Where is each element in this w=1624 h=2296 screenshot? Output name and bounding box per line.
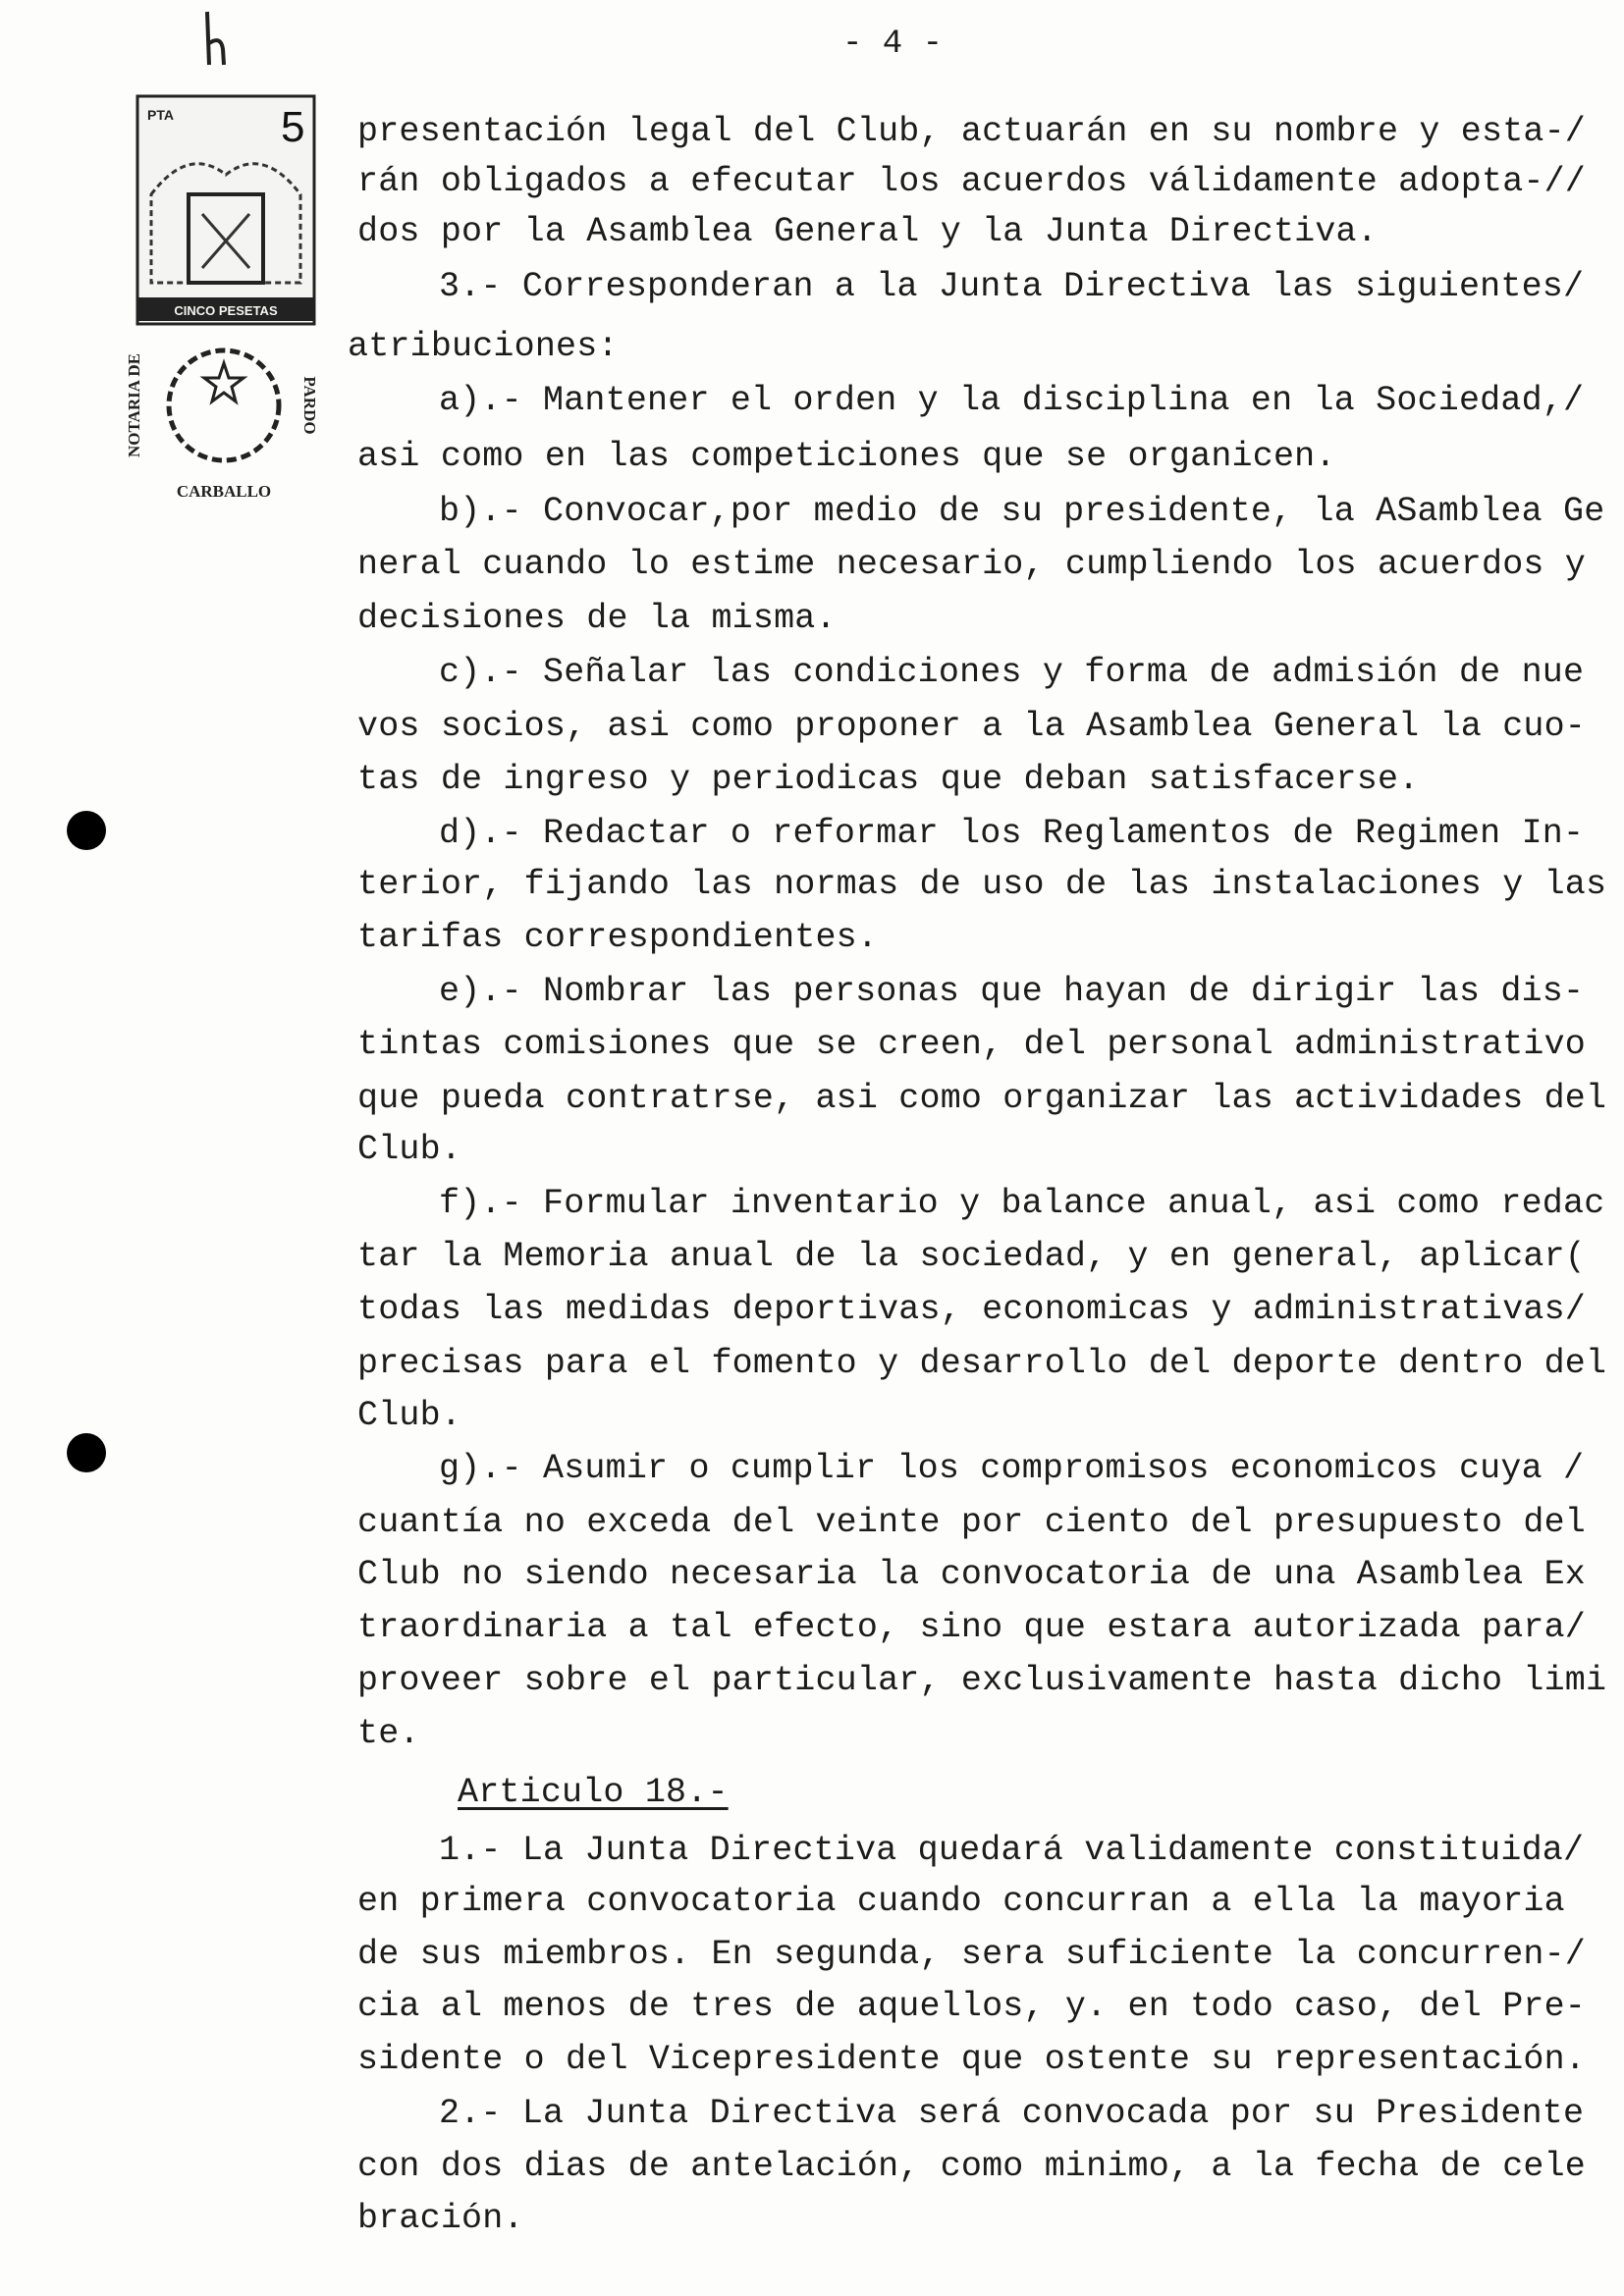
text-line: Club. (357, 1130, 462, 1169)
text-line: g).- Asumir o cumplir los compromisos economicos cuya / (439, 1449, 1585, 1488)
text-line: que pueda contratrse, asi como organizar las actividades del (357, 1079, 1607, 1118)
text-line: 1.- La Junta Directiva quedará validamente constituida/ (439, 1831, 1585, 1870)
text-line: tar la Memoria anual de la sociedad, y en general, aplicar( (357, 1237, 1587, 1276)
text-line: Club. (357, 1396, 462, 1435)
text-line: b).- Convocar,por medio de su presidente, la ASamblea Ge (439, 492, 1605, 531)
text-line: todas las medidas deportivas, economicas y administrativas/ (357, 1290, 1587, 1329)
svg-text:CINCO PESETAS: CINCO PESETAS (174, 303, 278, 318)
svg-text:NOTARIA DE: NOTARIA DE (125, 353, 143, 457)
text-line: bración. (357, 2199, 524, 2238)
text-line: tintas comisiones que se creen, del personal administrativo (357, 1025, 1587, 1064)
text-line: f).- Formular inventario y balance anual, asi como redac (439, 1184, 1605, 1223)
text-line: neral cuando lo estime necesario, cumpliendo los acuerdos y (357, 545, 1587, 584)
text-line: cia al menos de tres de aquellos, y. en todo caso, del Pre- (357, 1987, 1587, 2026)
text-line: e).- Nombrar las personas que hayan de dirigir las dis- (439, 972, 1585, 1011)
text-line: rán obligados a efecutar los acuerdos válidamente adopta-// (357, 162, 1587, 201)
text-line: 3.- Corresponderan a la Junta Directiva las siguientes/ (439, 267, 1585, 306)
text-line: 2.- La Junta Directiva será convocada por su Presidente (439, 2094, 1585, 2133)
punch-hole (67, 1433, 106, 1472)
svg-text:5: 5 (281, 103, 305, 151)
notary-stamp-seal (108, 86, 334, 508)
text-line: d).- Redactar o reformar los Reglamentos de Regimen In- (439, 814, 1585, 853)
page-number: - 4 - (842, 26, 944, 63)
text-line: presentación legal del Club, actuarán en su nombre y esta-/ (357, 112, 1587, 151)
text-line: traordinaria a tal efecto, sino que estara autorizada para/ (357, 1608, 1587, 1647)
text-line: tarifas correspondientes. (357, 918, 879, 957)
text-line: decisiones de la misma. (357, 599, 837, 638)
text-line: asi como en las competiciones que se organicen. (357, 437, 1336, 476)
text-line: atribuciones: (348, 327, 619, 366)
text-line: de sus miembros. En segunda, sera suficiente la concurren-/ (357, 1935, 1587, 1974)
punch-hole (67, 811, 106, 850)
text-line: proveer sobre el particular, exclusivamente hasta dicho limi (357, 1661, 1607, 1700)
text-line: terior, fijando las normas de uso de las instalaciones y las (357, 865, 1607, 904)
text-line: en primera convocatoria cuando concurran a ella la mayoria (357, 1882, 1565, 1921)
text-line: vos socios, asi como proponer a la Asamblea General la cuo- (357, 707, 1587, 746)
text-line: dos por la Asamblea General y la Junta Directiva. (357, 212, 1378, 251)
article-heading: Articulo 18.- (458, 1773, 729, 1812)
svg-text:PTA: PTA (147, 107, 174, 123)
text-line: tas de ingreso y periodicas que deban satisfacerse. (357, 760, 1420, 799)
svg-text:CARBALLO: CARBALLO (176, 482, 272, 501)
svg-text:PARDO: PARDO (300, 376, 319, 435)
text-line: sidente o del Vicepresidente que ostente su representación. (357, 2040, 1587, 2079)
text-line: a).- Mantener el orden y la disciplina en la Sociedad,/ (439, 381, 1585, 420)
text-line: Club no siendo necesaria la convocatoria de una Asamblea Ex (357, 1555, 1587, 1594)
text-line: cuantía no exceda del veinte por ciento del presupuesto del (357, 1503, 1587, 1542)
text-line: te. (357, 1714, 420, 1753)
text-line: con dos dias de antelación, como minimo, a la fecha de cele (357, 2147, 1587, 2186)
text-line: c).- Señalar las condiciones y forma de admisión de nue (439, 653, 1585, 692)
text-line: precisas para el fomento y desarrollo del deporte dentro del (357, 1344, 1607, 1383)
handwritten-mark (201, 10, 241, 69)
